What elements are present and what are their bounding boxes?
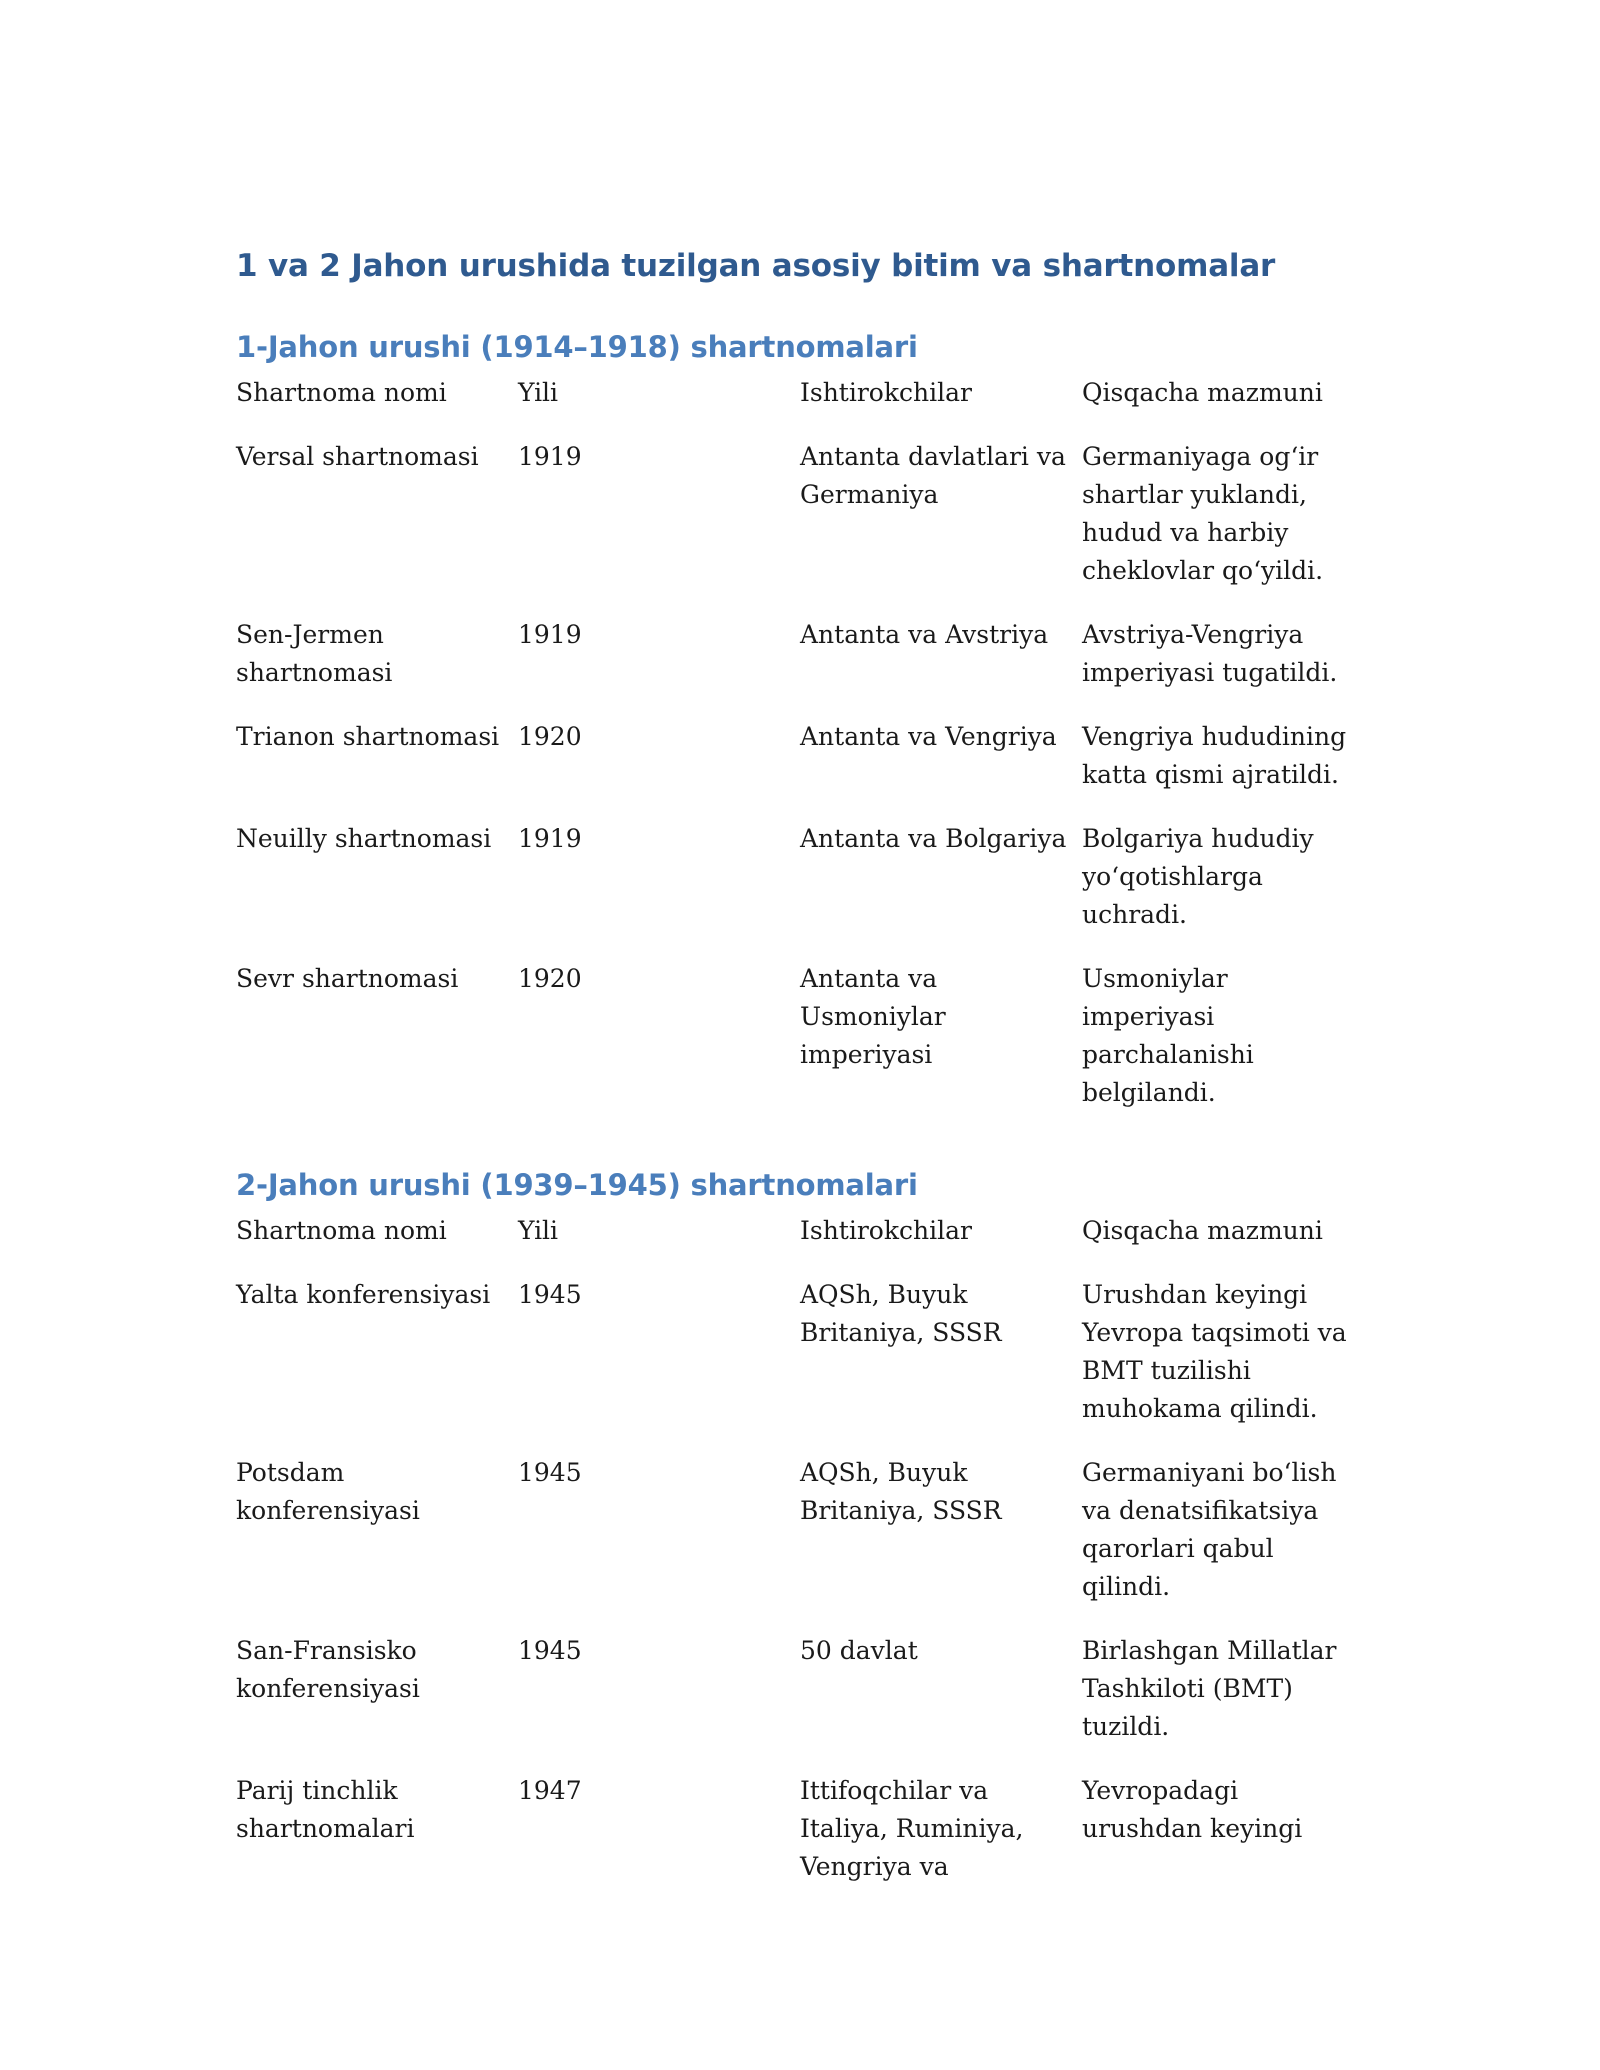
cell-year: 1920 (518, 722, 582, 751)
cell-participants: Ittifoqchilar va Italiya, Ruminiya, Vengriya va (800, 1776, 1024, 1881)
table-row (236, 960, 1366, 1138)
table-row (236, 616, 1366, 718)
table-row (236, 1632, 1366, 1772)
cell-summary: Birlashgan Millatlar Tashkiloti (BMT) tuzildi. (1082, 1636, 1337, 1741)
cell-participants: Antanta va Vengriya (800, 722, 1057, 751)
cell-summary: Urushdan keyingi Yevropa taqsimoti va BMT tuzilishi muhokama qilindi. (1082, 1280, 1347, 1423)
table-header-row (236, 1212, 1366, 1276)
cell-name: Neuilly shartnomasi (236, 824, 492, 853)
cell-participants: Antanta va Bolgariya (800, 824, 1067, 853)
cell-participants: Antanta va Usmoniylar imperiyasi (800, 964, 946, 1069)
cell-year: 1919 (518, 824, 582, 853)
table-row (236, 1276, 1366, 1454)
cell-participants: Antanta davlatlari va Germaniya (800, 442, 1066, 509)
header-year: Yili (518, 378, 559, 407)
cell-name: Parij tinchlik shartnomalari (236, 1776, 415, 1843)
cell-year: 1945 (518, 1280, 582, 1309)
cell-summary: Bolgariya hududiy yo‘qotishlarga uchradi. (1082, 824, 1314, 929)
table-row (236, 1454, 1366, 1632)
cell-name: Versal shartnomasi (236, 442, 479, 471)
cell-year: 1919 (518, 620, 582, 649)
header-year: Yili (518, 1216, 559, 1245)
cell-name: Trianon shartnomasi (236, 722, 500, 751)
header-name: Shartnoma nomi (236, 378, 447, 407)
cell-summary: Usmoniylar imperiyasi parchalanishi belgilandi. (1082, 964, 1254, 1107)
cell-summary: Germaniyani bo‘lish va denatsifikatsiya qarorlari qabul qilindi. (1082, 1458, 1337, 1601)
header-name: Shartnoma nomi (236, 1216, 447, 1245)
cell-year: 1919 (518, 442, 582, 471)
cell-year: 1945 (518, 1458, 582, 1487)
cell-summary: Avstriya-Vengriya imperiyasi tugatildi. (1082, 620, 1338, 687)
cell-summary: Vengriya hududining katta qismi ajratildi. (1082, 722, 1347, 789)
document-title: 1 va 2 Jahon urushida tuzilgan asosiy bitim va shartnomalar (236, 248, 1276, 284)
cell-summary: Yevropadagi urushdan keyingi (1082, 1776, 1303, 1843)
section2-title: 2-Jahon urushi (1939–1945) shartnomalari (236, 1168, 918, 1202)
cell-name: Sevr shartnomasi (236, 964, 459, 993)
cell-participants: Antanta va Avstriya (800, 620, 1049, 649)
table-row (236, 1772, 1366, 1912)
header-summary: Qisqacha mazmuni (1082, 1216, 1323, 1245)
cell-summary: Germaniyaga og‘ir shartlar yuklandi, hudud va harbiy cheklovlar qo‘yildi. (1082, 442, 1324, 585)
cell-name: Potsdam konferensiyasi (236, 1458, 420, 1525)
cell-name: Sen-Jermen shartnomasi (236, 620, 393, 687)
cell-participants: 50 davlat (800, 1636, 918, 1665)
table-row (236, 718, 1366, 820)
cell-year: 1947 (518, 1776, 582, 1805)
section2-table (236, 1212, 1366, 1912)
table-row (236, 820, 1366, 960)
header-participants: Ishtirokchilar (800, 1216, 972, 1245)
cell-participants: AQSh, Buyuk Britaniya, SSSR (800, 1458, 1002, 1525)
cell-name: Yalta konferensiyasi (236, 1280, 491, 1309)
section1-title: 1-Jahon urushi (1914–1918) shartnomalari (236, 330, 918, 364)
cell-participants: AQSh, Buyuk Britaniya, SSSR (800, 1280, 1002, 1347)
cell-year: 1945 (518, 1636, 582, 1665)
table-row (236, 438, 1366, 616)
section1-table (236, 374, 1366, 1138)
header-summary: Qisqacha mazmuni (1082, 378, 1323, 407)
table-header-row (236, 374, 1366, 438)
cell-name: San-Fransisko konferensiyasi (236, 1636, 420, 1703)
header-participants: Ishtirokchilar (800, 378, 972, 407)
cell-year: 1920 (518, 964, 582, 993)
